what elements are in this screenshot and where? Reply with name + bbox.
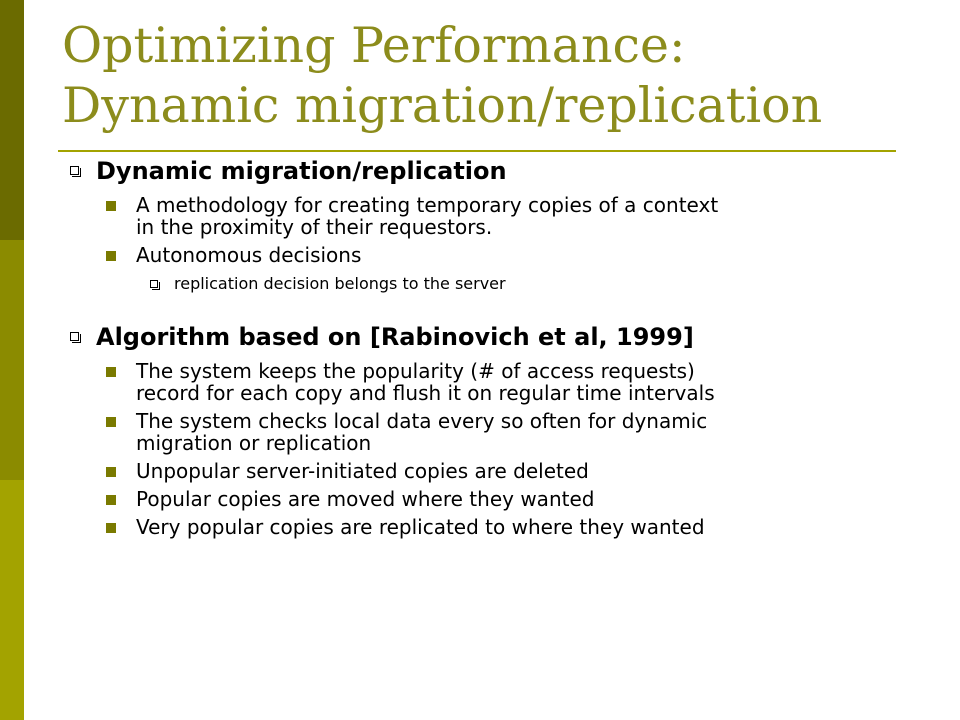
slide-title-line2: Dynamic migration/replication bbox=[62, 77, 823, 134]
section-heading-algorithm: Algorithm based on [Rabinovich et al, 1999] bbox=[70, 320, 930, 354]
bullet-item: Very popular copies are replicated to where they wanted bbox=[70, 516, 930, 538]
filled-square-bullet-icon bbox=[106, 467, 116, 477]
filled-square-bullet-icon bbox=[106, 251, 116, 261]
slide-title-line1: Optimizing Performance: bbox=[62, 17, 686, 74]
side-accent-bar-bottom bbox=[0, 480, 24, 720]
sub-bullet-item: replication decision belongs to the server bbox=[70, 274, 930, 294]
bullet-item: A methodology for creating temporary copies of a context in the proximity of their requestors. bbox=[70, 194, 930, 238]
bullet-item: Popular copies are moved where they wanted bbox=[70, 488, 930, 510]
filled-square-bullet-icon bbox=[106, 201, 116, 211]
bullet-item: The system keeps the popularity (# of access requests) record for each copy and flush it on regular time intervals bbox=[70, 360, 930, 404]
side-accent-bar-middle bbox=[0, 240, 24, 480]
filled-square-bullet-icon bbox=[106, 367, 116, 377]
square-bullet-icon bbox=[70, 332, 79, 341]
slide-body bbox=[70, 152, 930, 538]
filled-square-bullet-icon bbox=[106, 417, 116, 427]
side-accent-bar-top bbox=[0, 0, 24, 240]
square-bullet-icon bbox=[70, 166, 79, 175]
square-bullet-icon bbox=[150, 280, 158, 288]
section-heading-migration: Dynamic migration/replication bbox=[70, 154, 930, 188]
filled-square-bullet-icon bbox=[106, 495, 116, 505]
bullet-item: Unpopular server-initiated copies are deleted bbox=[70, 460, 930, 482]
slide-title bbox=[62, 16, 822, 136]
bullet-item: The system checks local data every so often for dynamic migration or replication bbox=[70, 410, 930, 454]
bullet-item: Autonomous decisions bbox=[70, 244, 930, 266]
filled-square-bullet-icon bbox=[106, 523, 116, 533]
